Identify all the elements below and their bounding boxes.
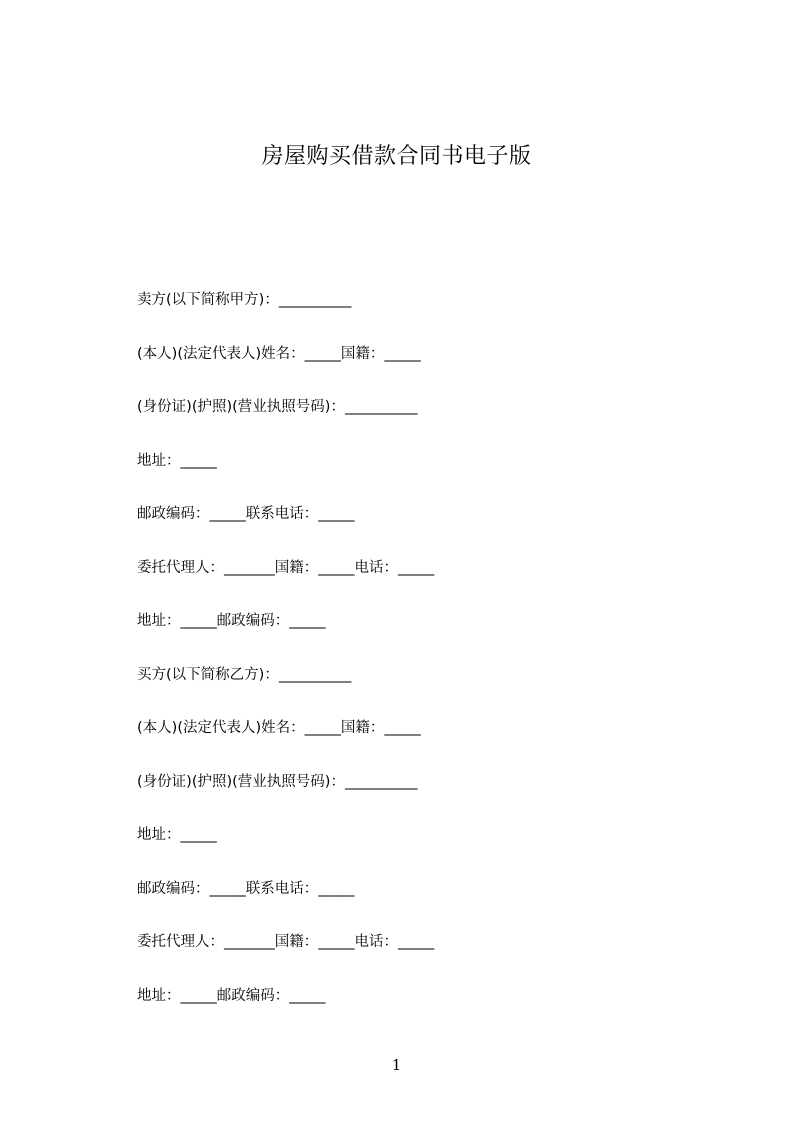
buyer-address-line: 地址：_____ [137,827,217,843]
buyer-line: 买方(以下简称乙方)：__________ [137,666,352,683]
seller-postcode-phone-line: 邮政编码：_____联系电话：_____ [137,506,355,522]
seller-line: 卖方(以下简称甲方)：__________ [137,292,352,308]
seller-agent-line: 委托代理人：_______国籍：_____电话：_____ [137,559,435,576]
party-info-section [137,289,697,1038]
buyer-representative-line: (本人)(法定代表人)姓名：_____国籍：_____ [137,720,421,736]
page-number: 1 [391,1056,402,1074]
buyer-postcode-phone-line: 邮政编码：_____联系电话：_____ [137,880,355,897]
buyer-id-line: (身份证)(护照)(营业执照号码)：__________ [137,773,418,790]
seller-id-line: (身份证)(护照)(营业执照号码)：__________ [137,399,418,415]
buyer-agent-address-line: 地址：_____邮政编码：_____ [137,987,326,1004]
seller-agent-address-line: 地址：_____邮政编码：_____ [137,613,326,629]
buyer-agent-line: 委托代理人：_______国籍：_____电话：_____ [137,934,435,950]
seller-address-line: 地址：_____ [137,452,217,469]
seller-representative-line: (本人)(法定代表人)姓名：_____国籍：_____ [137,345,421,362]
document-title: 房屋购买借款合同书电子版 [261,144,532,169]
